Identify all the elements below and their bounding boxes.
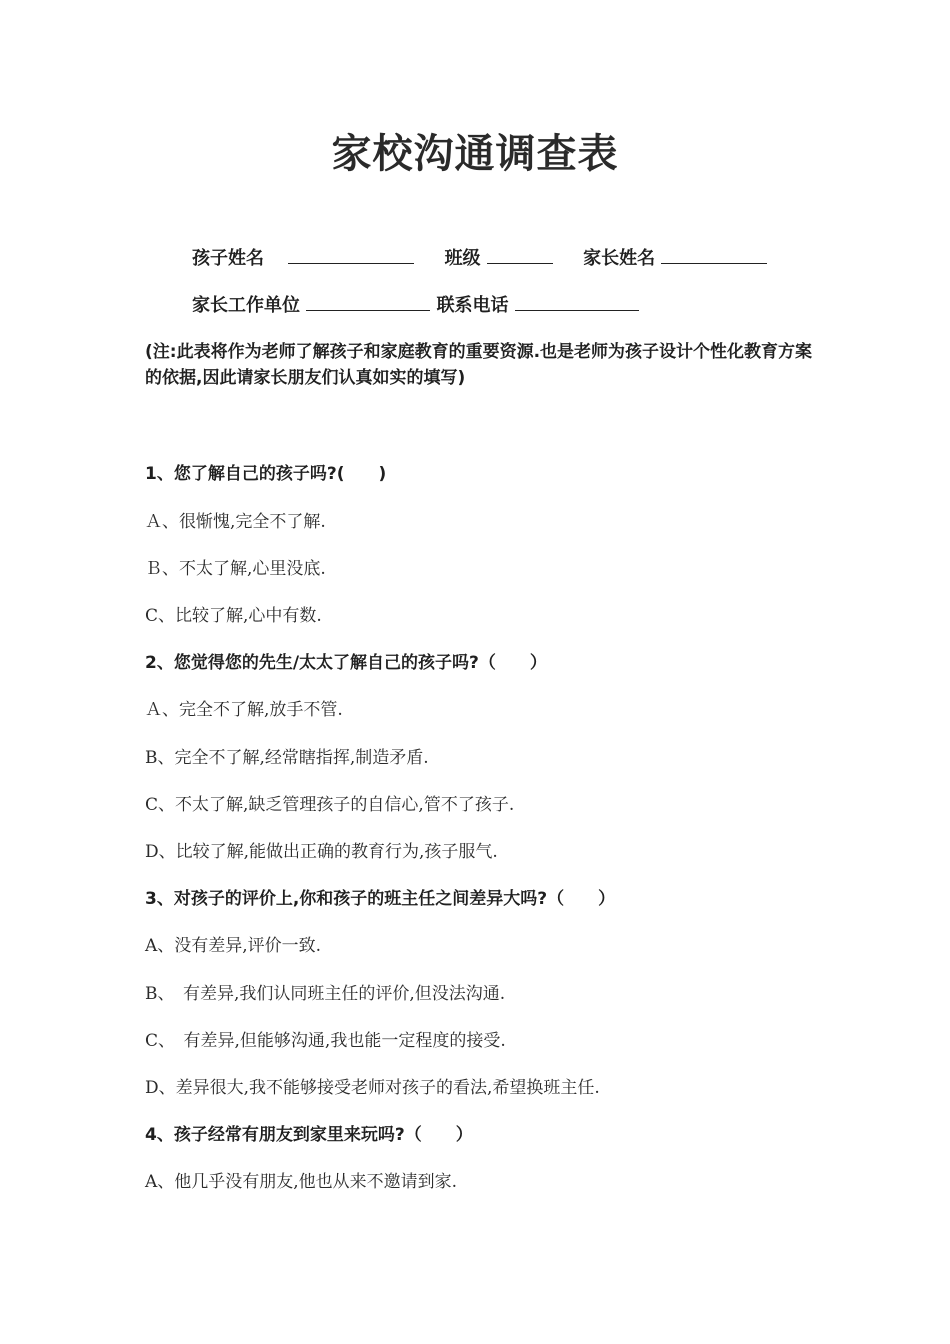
q3-option-a[interactable]: A、没有差异,评价一致. (145, 936, 322, 956)
q1-option-b[interactable]: Ｂ、不太了解,心里没底. (145, 559, 326, 579)
work-unit-field[interactable] (192, 291, 430, 317)
question-2: 2、您觉得您的先生/太太了解自己的孩子吗?（ ） (145, 653, 547, 673)
work-unit-label: 家长工作单位 (192, 295, 300, 316)
class-blank[interactable] (487, 245, 553, 264)
q1-option-c[interactable]: C、比较了解,心中有数. (145, 606, 322, 626)
child-name-label: 孩子姓名 (192, 248, 264, 269)
question-3: 3、对孩子的评价上,你和孩子的班主任之间差异大吗?（ ） (145, 889, 616, 909)
phone-blank[interactable] (515, 292, 639, 311)
question-4: 4、孩子经常有朋友到家里来玩吗?（ ） (145, 1125, 473, 1145)
q3-option-b[interactable]: B、 有差异,我们认同班主任的评价,但没法沟通. (145, 984, 506, 1004)
q2-option-b[interactable]: B、完全不了解,经常瞎指挥,制造矛盾. (145, 748, 429, 768)
class-field[interactable] (445, 244, 553, 270)
info-row-2 (192, 291, 663, 317)
child-name-blank[interactable] (288, 245, 414, 264)
q1-option-a[interactable]: Ａ、很惭愧,完全不了解. (145, 512, 326, 532)
q2-option-a[interactable]: Ａ、完全不了解,放手不管. (145, 700, 343, 720)
parent-name-field[interactable] (583, 244, 767, 270)
parent-name-blank[interactable] (661, 245, 767, 264)
child-name-field[interactable] (192, 244, 414, 270)
work-unit-blank[interactable] (306, 292, 430, 311)
parent-name-label: 家长姓名 (583, 248, 656, 269)
phone-label: 联系电话 (436, 295, 509, 316)
q2-option-c[interactable]: C、不太了解,缺乏管理孩子的自信心,管不了孩子. (145, 795, 515, 815)
info-row-1 (192, 244, 791, 270)
q3-option-d[interactable]: D、差异很大,我不能够接受老师对孩子的看法,希望换班主任. (145, 1078, 600, 1098)
q2-option-d[interactable]: D、比较了解,能做出正确的教育行为,孩子服气. (145, 842, 498, 862)
question-1: 1、您了解自己的孩子吗?( ) (145, 464, 387, 484)
q3-option-c[interactable]: C、 有差异,但能够沟通,我也能一定程度的接受. (145, 1031, 506, 1051)
note-text: (注:此表将作为老师了解孩子和家庭教育的重要资源.也是老师为孩子设计个性化教育方案的依据,因此请家长朋友们认真如实的填写) (145, 342, 813, 388)
class-label: 班级 (444, 248, 481, 269)
q4-option-a[interactable]: A、他几乎没有朋友,他也从来不邀请到家. (145, 1172, 458, 1192)
page-title: 家校沟通调查表 (331, 131, 619, 177)
phone-field[interactable] (437, 291, 639, 317)
